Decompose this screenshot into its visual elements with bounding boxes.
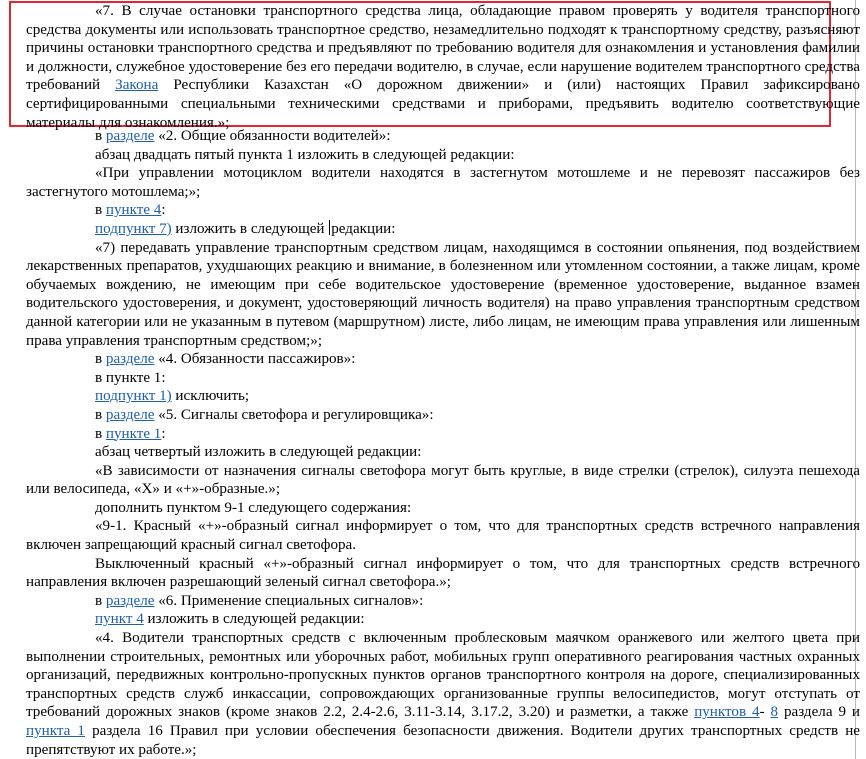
subpoint-7-quote: «7) передавать управление транспортным средством лицам, находящимся в состоянии опьянения, под воздействием лекарственных препаратов, ухудшающих реакцию и внимание, в болезненном или утомленном состоянии, а также лицам, кроме обучаемых вождению, не имеющим при себе водительское удостоверение (временное удостоверение, выданное взамен водительского удостоверения, и документ, удостоверяющий личность водителя) на право управления транспортным средством данной категории или не указанным в путевом (маршрутном) листе, либо лицам, не имеющим права управления или лишенным права управления транспортным средством;»; [26, 239, 860, 349]
motorcycle-quote: «При управлении мотоциклом водители находятся в застегнутом мотошлеме и не перевозят пассажиров без застегнутого мотошлема;»; [26, 165, 860, 200]
point-4-section-6-link[interactable]: пункт 4 [95, 611, 144, 628]
highlighted-paragraph-block [26, 2, 860, 132]
subpoint-1-link[interactable]: подпункт 1) [95, 388, 172, 405]
section-4-link[interactable]: разделе [105, 351, 155, 368]
section-2-line: в разделе «2. Общие обязанности водителей»: [95, 128, 391, 144]
subpoint-7-line: подпункт 7) изложить в следующей редакции: [95, 220, 396, 237]
point-1-section-16-link[interactable]: пункта 1 [26, 723, 85, 739]
highlighted-text-end: Республики Казахстан «О дорожном движении» и (или) настоящих Правил зафиксировано сертифицированными специальными техническими средствами и приборами, предъявить водителю соответствующие материалы для ознакомления.»; [26, 77, 860, 131]
point-9-1-quote: «9-1. Красный «+»-образный сигнал информирует о том, что для транспортных средств встречного направления включен запрещающий красный сигнал светофора. [26, 518, 860, 554]
document-body [26, 127, 860, 759]
point-8-link[interactable]: 8 [770, 704, 779, 721]
point-9-1-quote-cont: Выключенный красный «+»-образный сигнал информирует о том, что для транспортных средств встречного направления включен разрешающий зеленый сигнал светофора.»; [26, 555, 860, 591]
point-4-link[interactable]: пункте 4 [105, 202, 162, 219]
section-4-line: в разделе «4. Обязанности пассажиров»: [95, 351, 356, 368]
highlighted-text: «7. В случае остановки транспортного средства лица, обладающие правом проверять у водителя транспортного средства документы или использовать транспортное средство, незамедлительно подходят к транспортному средству, разъясняют причины остановки транспортного средства и предъявляют по требованию водителя для ознакомления и установления фамилии и должности, служебное удостоверение без его передачи водителю, в случае, если нарушение водителем транспортного средства требований [26, 3, 860, 94]
section-5-line: в разделе «5. Сигналы светофора и регулировщика»: [95, 406, 434, 423]
section-5-link[interactable]: разделе [105, 406, 155, 423]
points-4-link[interactable]: пунктов 4 [694, 704, 760, 721]
signals-quote: «В зависимости от назначения сигналы светофора могут быть круглые, в виде стрелки (стрелок), силуэта пешехода или велосипеда, «Х» и «+»-образные.»; [26, 462, 860, 498]
law-link[interactable]: Закона [115, 77, 159, 94]
highlighted-paragraph [26, 2, 860, 132]
point-4-quote: «4. Водители транспортных средств с включенным проблесковым маячком оранжевого или желтого цвета при выполнении строительных, ремонтных или уборочных работ, мобильных групп оперативного реагирования частных охранных организаций, передвижных контрольно-пропускных пунктов органов транспортного контроля на дороге, специализированных транспортных средств служб инкассации, сопровождающих организованные группы велосипедистов, могут отступать от требований дорожных знаков (кроме знаков 2.2, 2.4-2.6, 3.11-3.14, 3.17.2, 3.20) и разметки, а также пунктов 4- 8 раздела 9 и пункта 1 раздела 16 Правил при условии обеспечения безопасности движения. Водители других транспортных средств не препятствуют их работе.»; [26, 630, 860, 758]
point-1-link[interactable]: пункте 1 [105, 425, 162, 442]
point-4-section-6-line: пункт 4 изложить в следующей редакции: [95, 611, 365, 628]
point-1-line: в пункте 1: [95, 369, 166, 386]
section-6-line: в разделе «6. Применение специальных сигналов»: [95, 592, 424, 609]
section-6-link[interactable]: разделе [105, 592, 155, 609]
add-point-9-1-line: дополнить пунктом 9-1 следующего содержания: [95, 499, 412, 516]
subpoint-1-line: подпункт 1) исключить; [95, 388, 250, 405]
subpoint-7-link[interactable]: подпункт 7) [95, 220, 172, 237]
paragraph-25-line: абзац двадцать пятый пункта 1 изложить в следующей редакции: [95, 146, 515, 163]
section-2-link[interactable]: разделе [105, 128, 155, 144]
point-1-section-5-line: в пункте 1: [95, 425, 166, 442]
point-4-line: в пункте 4: [95, 202, 166, 219]
paragraph-4-line: абзац четвертый изложить в следующей редакции: [95, 444, 422, 461]
